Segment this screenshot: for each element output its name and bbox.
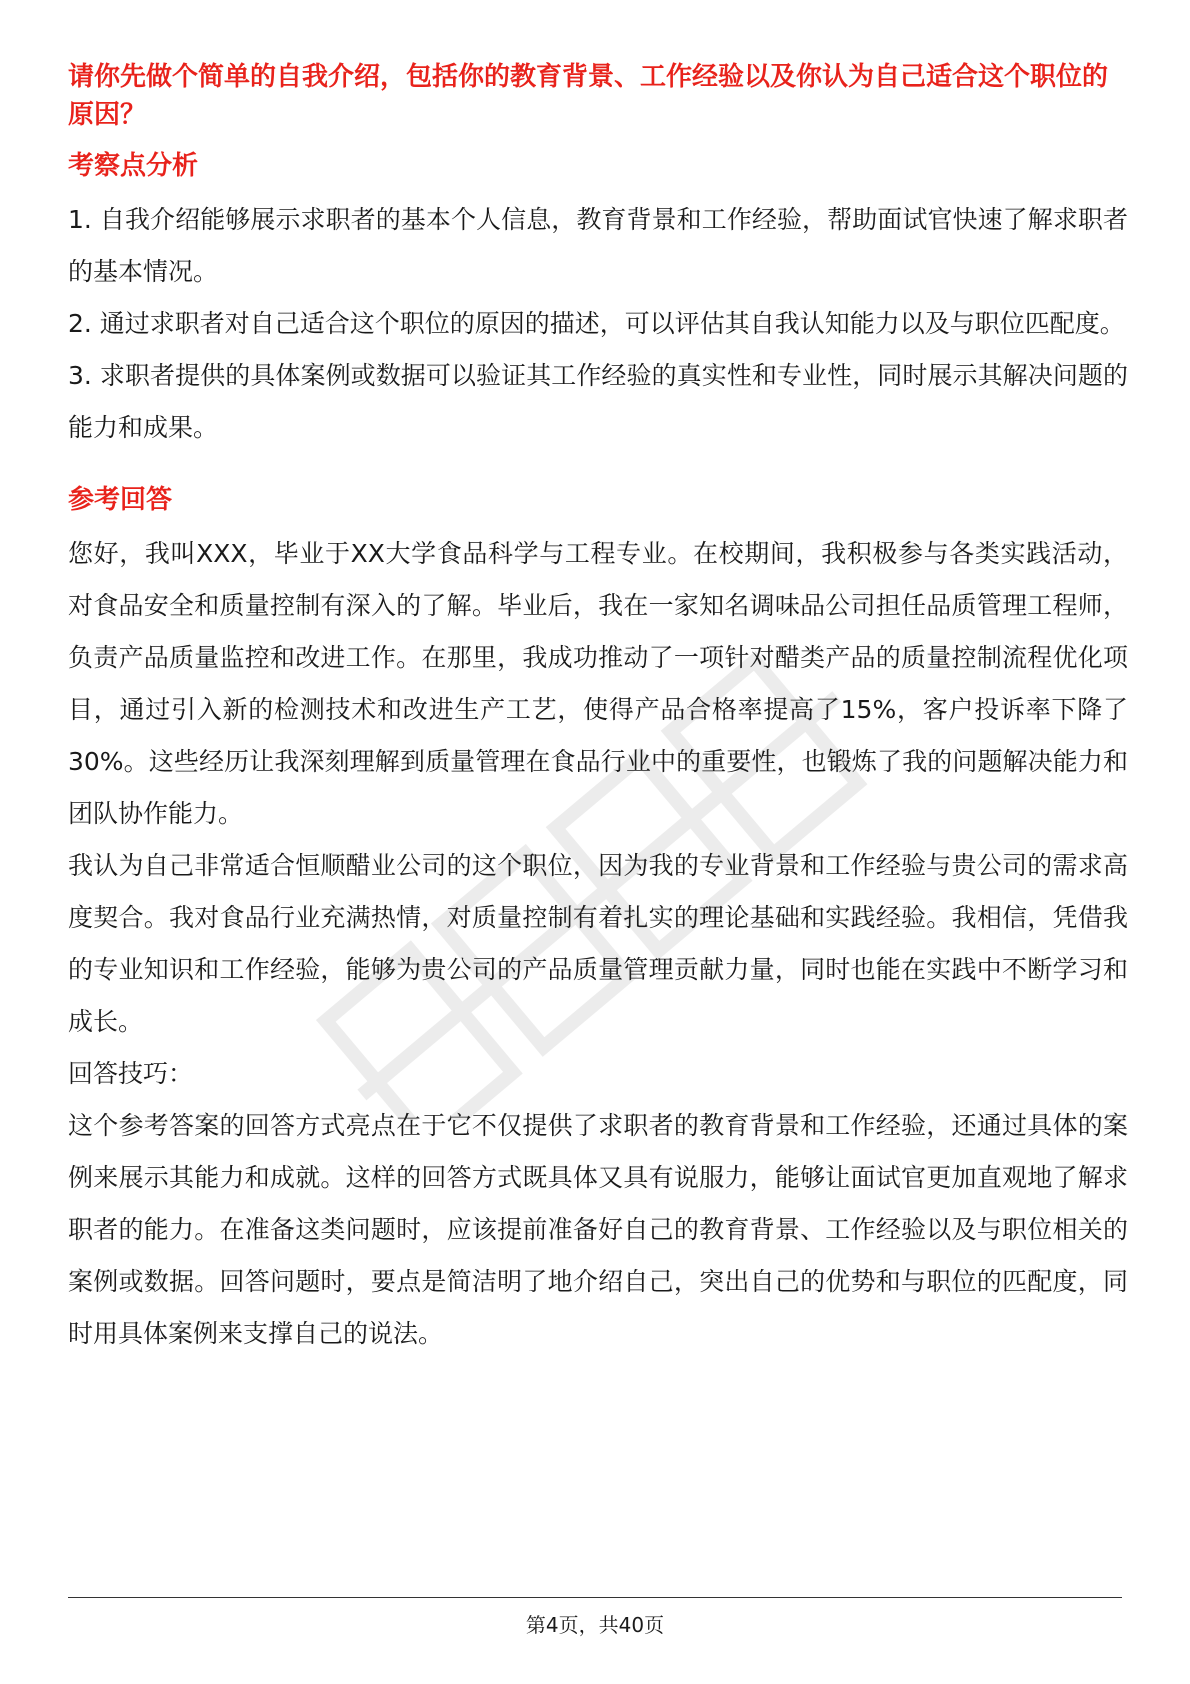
page-number: 第4页，共40页 bbox=[525, 1613, 665, 1637]
footer-divider bbox=[68, 1597, 1122, 1598]
answer-paragraph-1: 您好，我叫XXX，毕业于XX大学食品科学与工程专业。在校期间，我积极参与各类实践活动，对食品安全和质量控制有深入的了解。毕业后，我在一家知名调味品公司担任品质管理工程师，负责产品质量监控和改进工作。在那里，我成功推动了一项针对醋类产品的质量控制流程优化项目，通过引入新的检测技术和改进生产工艺，使得产品合格率提高了15%，客户投诉率下降了30%。这些经历让我深刻理解到质量管理在食品行业中的重要性，也锻炼了我的问题解决能力和团队协作能力。 bbox=[68, 539, 1128, 828]
answer-paragraph-2: 我认为自己非常适合恒顺醋业公司的这个职位，因为我的专业背景和工作经验与贵公司的需求高度契合。我对食品行业充满热情，对质量控制有着扎实的理论基础和实践经验。我相信，凭借我的专业知识和工作经验，能够为贵公司的产品质量管理贡献力量，同时也能在实践中不断学习和成长。 bbox=[68, 851, 1128, 1036]
answer-title: 参考回答 bbox=[68, 485, 173, 515]
analysis-point-1: 1. 自我介绍能够展示求职者的基本个人信息，教育背景和工作经验，帮助面试官快速了解求职者的基本情况。 bbox=[68, 205, 1128, 286]
question-heading: 请你先做个简单的自我介绍，包括你的教育背景、工作经验以及你认为自己适合这个职位的原因？ bbox=[68, 62, 1109, 130]
analysis-point-2: 2. 通过求职者对自己适合这个职位的原因的描述，可以评估其自我认知能力以及与职位匹配度。 bbox=[68, 309, 1125, 338]
tips-label: 回答技巧： bbox=[68, 1059, 194, 1088]
document-page bbox=[68, 58, 1128, 1360]
tips-text: 这个参考答案的回答方式亮点在于它不仅提供了求职者的教育背景和工作经验，还通过具体的案例来展示其能力和成就。这样的回答方式既具体又具有说服力，能够让面试官更加直观地了解求职者的能力。在准备这类问题时，应该提前准备好自己的教育背景、工作经验以及与职位相关的案例或数据。回答问题时，要点是简洁明了地介绍自己，突出自己的优势和与职位的匹配度，同时用具体案例来支撑自己的说法。 bbox=[68, 1111, 1128, 1348]
analysis-title: 考察点分析 bbox=[68, 151, 199, 181]
analysis-point-3: 3. 求职者提供的具体案例或数据可以验证其工作经验的真实性和专业性，同时展示其解决问题的能力和成果。 bbox=[68, 361, 1128, 442]
